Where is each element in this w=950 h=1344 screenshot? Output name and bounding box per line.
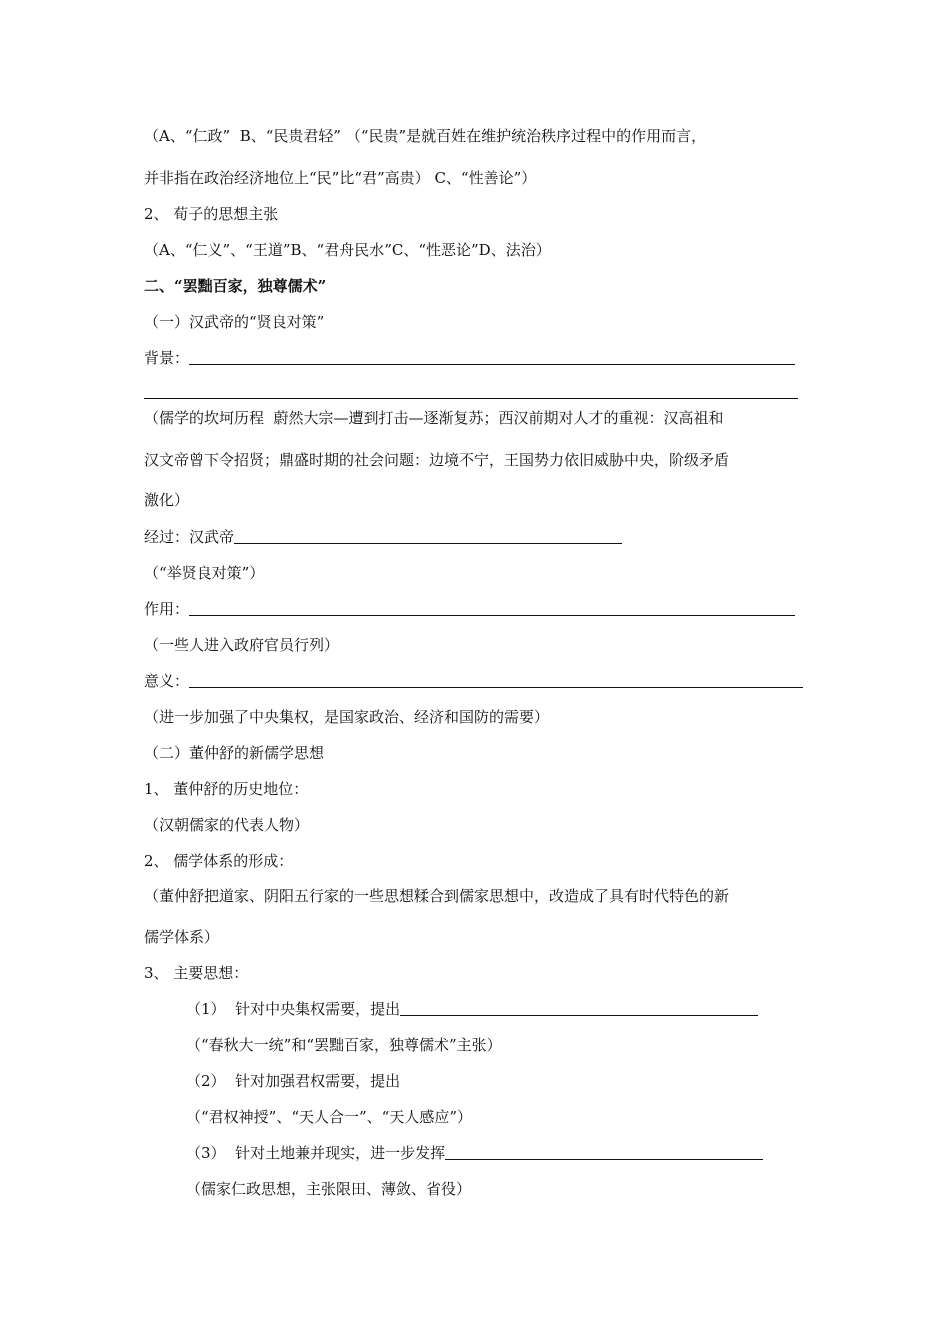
fill-in-blank[interactable] xyxy=(189,350,795,365)
fill-in-blank[interactable] xyxy=(144,398,798,399)
text-line: 儒学体系） xyxy=(144,928,220,946)
field-label: 经过：汉武帝 xyxy=(144,528,235,546)
text-line: 激化） xyxy=(144,491,190,509)
text-line: 1、 董仲舒的历史地位： xyxy=(144,780,309,798)
text-line: 并非指在政治经济地位上“民”比“君”高贵） C、“性善论”） xyxy=(144,169,537,187)
text-line-with-blank xyxy=(186,1143,763,1163)
subsection-heading: （二）董仲舒的新儒学思想 xyxy=(144,744,325,762)
item-text: （1） 针对中央集权需要，提出 xyxy=(186,1000,401,1018)
text-line: 2、 儒学体系的形成： xyxy=(144,852,294,870)
text-line: 汉文帝曾下令招贤；鼎盛时期的社会问题：边境不宁，王国势力依旧威胁中央，阶级矛盾 xyxy=(144,451,730,469)
text-line: （2） 针对加强君权需要，提出 xyxy=(186,1072,401,1090)
fill-in-blank[interactable] xyxy=(189,673,803,688)
text-line: （A、“仁政” B、“民贵君轻” （“民贵”是就百姓在维护统治秩序过程中的作用而言， xyxy=(144,127,707,145)
text-line: （“君权神授”、“天人合一”、“天人感应”） xyxy=(186,1108,473,1126)
text-line-with-blank xyxy=(144,348,795,368)
text-line: （“举贤良对策”） xyxy=(144,564,265,582)
text-line: （“春秋大一统”和“罢黜百家，独尊儒术”主张） xyxy=(186,1036,502,1054)
text-line-with-blank xyxy=(186,999,758,1019)
item-text: （3） 针对土地兼并现实，进一步发挥 xyxy=(186,1144,446,1162)
subsection-heading: （一）汉武帝的“贤良对策” xyxy=(144,313,325,331)
text-line: 2、 荀子的思想主张 xyxy=(144,205,279,223)
text-line: （董仲舒把道家、阴阳五行家的一些思想糅合到儒家思想中，改造成了具有时代特色的新 xyxy=(144,887,730,905)
text-line-with-blank xyxy=(144,527,622,547)
field-label: 作用： xyxy=(144,600,190,618)
text-line-with-blank xyxy=(144,671,803,691)
fill-in-blank[interactable] xyxy=(400,1001,758,1016)
text-line: （儒学的坎坷历程 蔚然大宗—遭到打击—逐渐复苏；西汉前期对人才的重视：汉高祖和 xyxy=(144,409,724,427)
field-label: 意义： xyxy=(144,672,190,690)
text-line: （进一步加强了中央集权，是国家政治、经济和国防的需要） xyxy=(144,708,550,726)
text-line: （汉朝儒家的代表人物） xyxy=(144,816,310,834)
text-line: （A、“仁义”、“王道”B、“君舟民水”C、“性恶论”D、法治） xyxy=(144,241,551,259)
section-heading: 二、“罢黜百家，独尊儒术” xyxy=(144,277,327,295)
fill-in-blank[interactable] xyxy=(445,1145,763,1160)
text-line-with-blank xyxy=(144,599,795,619)
text-line: （儒家仁政思想，主张限田、薄敛、省役） xyxy=(186,1180,472,1198)
field-label: 背景： xyxy=(144,349,190,367)
fill-in-blank[interactable] xyxy=(189,601,795,616)
fill-in-blank[interactable] xyxy=(234,529,622,544)
text-line: （一些人进入政府官员行列） xyxy=(144,636,340,654)
text-line: 3、 主要思想： xyxy=(144,964,249,982)
